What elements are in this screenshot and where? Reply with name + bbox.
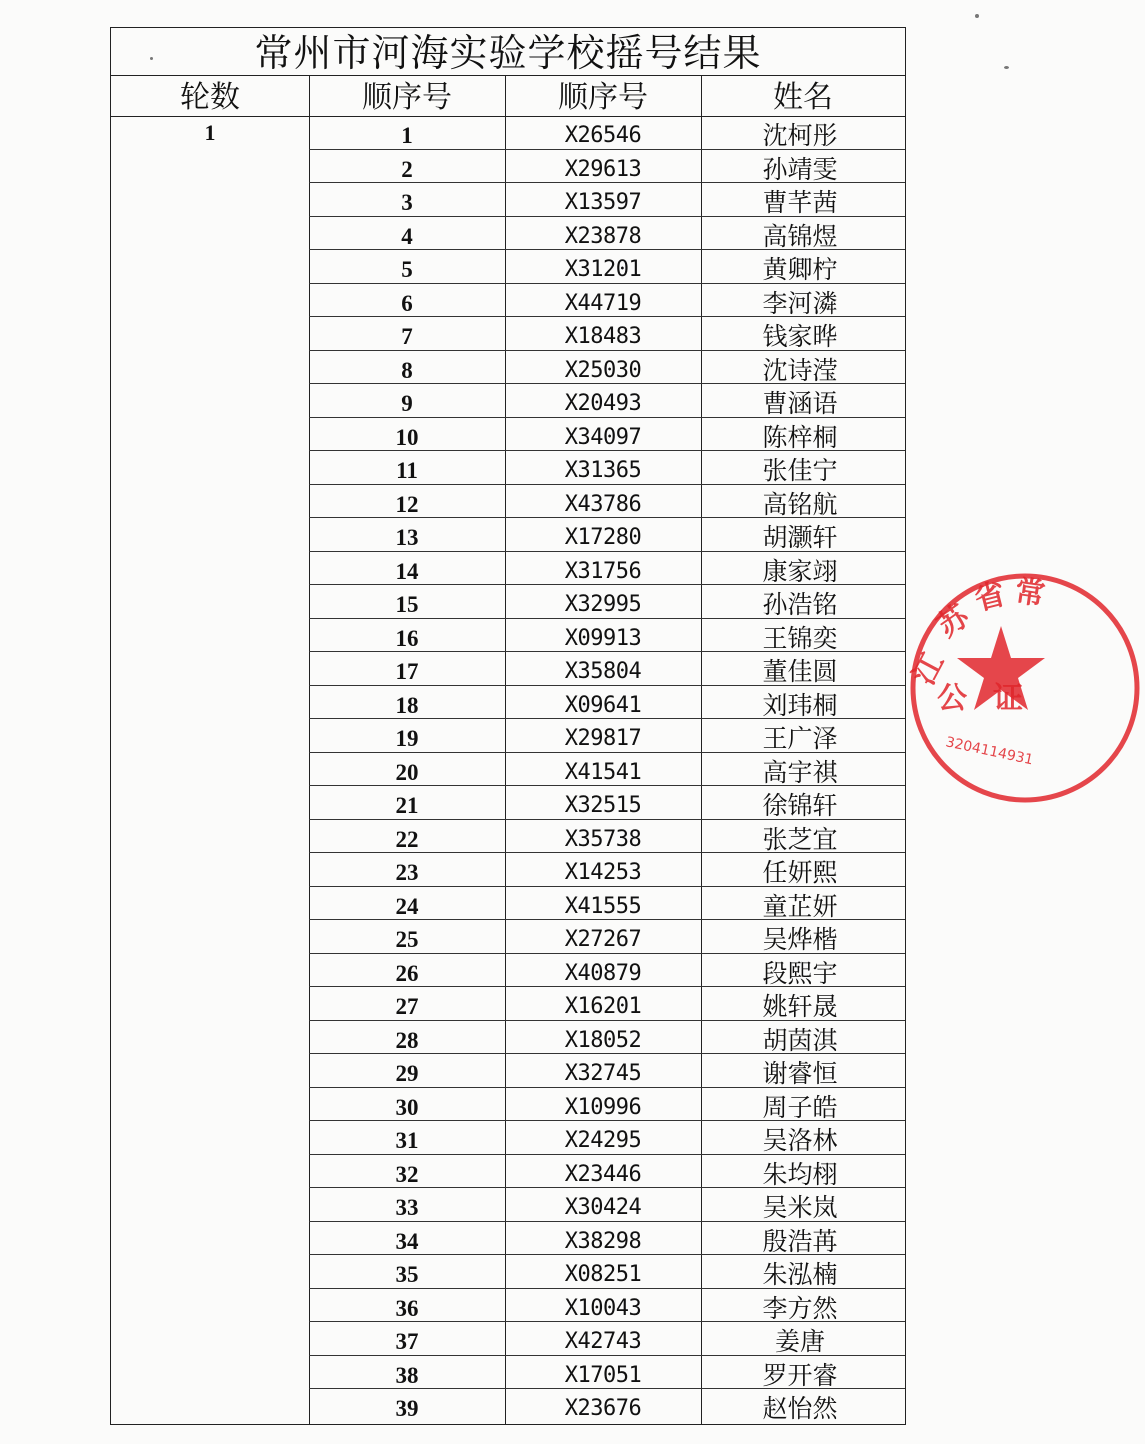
name-cell: 张芝宜: [762, 824, 838, 854]
name-cell: 黄卿柠: [762, 255, 838, 284]
seq-cell: 4: [401, 223, 413, 249]
code-cell: X30424: [564, 1195, 642, 1220]
seq-cell: 5: [401, 257, 413, 282]
code-cell: X34097: [564, 424, 642, 450]
name-cell: 罗开睿: [762, 1360, 838, 1390]
seq-cell: 11: [396, 458, 418, 483]
seal-char: 江: [906, 647, 952, 691]
table-row: [309, 217, 905, 251]
seq-cell: 3: [401, 190, 413, 215]
code-cell: X38298: [564, 1228, 642, 1254]
seq-cell: 37: [395, 1329, 419, 1354]
name-cell: 吴洛林: [762, 1126, 838, 1155]
table-row: [309, 652, 905, 686]
speck: [975, 14, 979, 18]
name-cell: 高宇祺: [762, 757, 838, 787]
seq-cell: 10: [395, 424, 419, 450]
code-cell: X16201: [564, 994, 642, 1019]
table-row: [309, 1188, 905, 1222]
code-cell: X29817: [564, 726, 642, 751]
name-cell: 高铭航: [762, 489, 838, 519]
seal-number: 3204114931: [944, 734, 1035, 769]
seal-char: 证: [993, 681, 1023, 716]
seq-cell: 26: [395, 960, 419, 986]
name-cell: 孙靖雯: [762, 154, 838, 184]
code-cell: X13597: [564, 190, 642, 215]
code-cell: X23446: [564, 1161, 642, 1187]
table-row: [309, 485, 905, 519]
table-row: [309, 987, 905, 1021]
seq-cell: 7: [401, 324, 413, 349]
seal-char: 苏: [931, 598, 976, 645]
round-value: 1: [204, 120, 216, 145]
name-cell: 曹芊茜: [762, 188, 838, 217]
name-cell: 童芷妍: [762, 891, 838, 921]
name-cell: 姚轩晟: [762, 992, 838, 1021]
header-seq: 顺序号: [362, 80, 452, 115]
name-cell: 陈梓桐: [762, 422, 838, 452]
header-name: 姓名: [773, 80, 833, 115]
code-cell: X10043: [564, 1295, 642, 1321]
code-cell: X09641: [564, 692, 642, 718]
name-cell: 吴烨楷: [762, 925, 838, 954]
name-cell: 钱家晔: [762, 322, 838, 351]
name-cell: 李方然: [762, 1293, 838, 1323]
table-row: [309, 552, 905, 586]
seq-cell: 35: [395, 1262, 419, 1287]
code-cell: X24295: [564, 1128, 642, 1153]
table-row: [309, 250, 905, 284]
table-row: [309, 1021, 905, 1055]
seq-cell: 19: [395, 726, 419, 751]
name-cell: 高锦煜: [762, 221, 838, 251]
code-cell: X27267: [564, 927, 642, 952]
seq-cell: 28: [395, 1027, 419, 1053]
seq-cell: 33: [395, 1195, 419, 1220]
table-row: [309, 418, 905, 452]
table-row: [309, 619, 905, 653]
name-cell: 姜唐: [774, 1327, 825, 1356]
name-cell: 曹涵语: [762, 389, 838, 418]
table-row: [309, 1322, 905, 1356]
name-cell: 徐锦轩: [762, 791, 838, 820]
seq-cell: 2: [401, 156, 413, 182]
code-cell: X35804: [564, 659, 642, 684]
code-cell: X29613: [564, 156, 642, 182]
name-cell: 赵怡然: [762, 1394, 838, 1423]
code-cell: X31756: [564, 558, 642, 584]
seq-cell: 32: [395, 1161, 419, 1187]
name-cell: 王锦奕: [762, 623, 838, 653]
seq-cell: 6: [401, 290, 413, 316]
table-row: [309, 954, 905, 988]
table-row: [309, 284, 905, 318]
seq-cell: 22: [395, 826, 419, 852]
table-row: [309, 1121, 905, 1155]
table-row: [309, 1088, 905, 1122]
table-row: [309, 585, 905, 619]
code-cell: X26546: [564, 123, 642, 148]
seq-cell: 34: [395, 1228, 419, 1254]
table-row: [309, 686, 905, 720]
seq-cell: 39: [395, 1396, 419, 1421]
code-cell: X08251: [564, 1262, 642, 1287]
code-cell: X32995: [564, 592, 642, 617]
code-cell: X23878: [564, 223, 642, 249]
name-cell: 段熙宇: [762, 958, 838, 988]
table-row: [309, 518, 905, 552]
name-cell: 李河潾: [762, 288, 838, 318]
results-table: [110, 27, 906, 1425]
table-row: [309, 1222, 905, 1256]
table-row: [309, 116, 905, 150]
code-cell: X17051: [564, 1362, 642, 1388]
table-row: [309, 1255, 905, 1289]
code-cell: X35738: [564, 826, 642, 852]
code-cell: X23676: [564, 1396, 642, 1421]
name-cell: 张佳宁: [762, 456, 838, 485]
code-cell: X31201: [564, 257, 642, 282]
code-cell: X31365: [564, 458, 642, 483]
table-row: [309, 351, 905, 385]
table-row: [309, 786, 905, 820]
seq-cell: 24: [395, 893, 419, 919]
table-row: [309, 887, 905, 921]
table-row: [309, 853, 905, 887]
code-cell: X41555: [564, 893, 642, 919]
seq-cell: 15: [395, 592, 419, 617]
code-cell: X17280: [564, 525, 642, 550]
table-row: [309, 451, 905, 485]
seq-cell: 18: [395, 692, 419, 718]
table-row: [309, 317, 905, 351]
page-title: 常州市河海实验学校摇号结果: [111, 28, 905, 76]
seq-cell: 30: [395, 1094, 419, 1120]
code-cell: X40879: [564, 960, 642, 986]
name-cell: 沈柯彤: [762, 121, 838, 150]
table-row: [309, 920, 905, 954]
code-cell: X25030: [564, 357, 642, 383]
name-cell: 谢睿恒: [762, 1059, 838, 1088]
name-cell: 朱均栩: [762, 1159, 838, 1189]
code-cell: X10996: [564, 1094, 642, 1120]
name-cell: 任妍熙: [762, 858, 838, 887]
name-cell: 孙浩铭: [762, 590, 838, 619]
name-cell: 沈诗滢: [762, 355, 838, 385]
code-cell: X14253: [564, 860, 642, 885]
name-cell: 康家翊: [762, 556, 838, 586]
seq-cell: 9: [401, 391, 413, 416]
name-cell: 王广泽: [762, 724, 838, 753]
name-cell: 胡灏轩: [762, 523, 838, 552]
header-code: 顺序号: [558, 80, 648, 115]
table-row: [309, 1289, 905, 1323]
table-row: [309, 1054, 905, 1088]
table-row: [309, 384, 905, 418]
code-cell: X41541: [564, 759, 642, 785]
seq-cell: 25: [395, 927, 419, 952]
seal-char: 常: [1012, 573, 1048, 613]
name-cell: 吴米岚: [762, 1193, 838, 1222]
table-row: [309, 150, 905, 184]
table-row: [309, 1155, 905, 1189]
table-body: [309, 116, 905, 1423]
seq-cell: 17: [395, 659, 419, 684]
seq-cell: 27: [395, 994, 419, 1019]
table-row: [309, 719, 905, 753]
code-cell: X32515: [564, 793, 642, 818]
seq-cell: 38: [395, 1362, 419, 1388]
seq-cell: 1: [401, 123, 413, 148]
table-row: [309, 1389, 905, 1423]
table-row: [309, 753, 905, 787]
code-cell: X43786: [564, 491, 642, 517]
header-round: 轮数: [180, 80, 240, 115]
name-cell: 周子皓: [762, 1092, 838, 1122]
speck: [150, 57, 153, 60]
code-cell: X32745: [564, 1061, 642, 1086]
name-cell: 殷浩苒: [762, 1226, 838, 1256]
seq-cell: 20: [395, 759, 419, 785]
notary-seal: [905, 568, 1145, 808]
seq-cell: 14: [395, 558, 419, 584]
seal-char: 公: [937, 681, 967, 716]
name-cell: 朱泓楠: [762, 1260, 838, 1289]
seq-cell: 23: [395, 860, 419, 885]
table-row: [309, 1356, 905, 1390]
seq-cell: 31: [395, 1128, 419, 1153]
seq-cell: 36: [395, 1295, 419, 1321]
speck: [1004, 66, 1009, 69]
seq-cell: 29: [395, 1061, 419, 1086]
seq-cell: 16: [395, 625, 419, 651]
table-row: [309, 183, 905, 217]
code-cell: X20493: [564, 391, 642, 416]
code-cell: X09913: [564, 625, 642, 651]
code-cell: X44719: [564, 290, 642, 316]
code-cell: X18052: [564, 1027, 642, 1053]
seq-cell: 8: [401, 357, 413, 383]
name-cell: 董佳圆: [762, 657, 838, 686]
code-cell: X18483: [564, 324, 642, 349]
name-cell: 刘玮桐: [762, 690, 838, 720]
seq-cell: 12: [395, 491, 419, 517]
seal-char: 省: [971, 576, 1009, 618]
table-row: [309, 820, 905, 854]
code-cell: X42743: [564, 1329, 642, 1354]
seq-cell: 21: [395, 793, 419, 818]
seq-cell: 13: [395, 525, 419, 550]
name-cell: 胡茵淇: [762, 1025, 838, 1055]
